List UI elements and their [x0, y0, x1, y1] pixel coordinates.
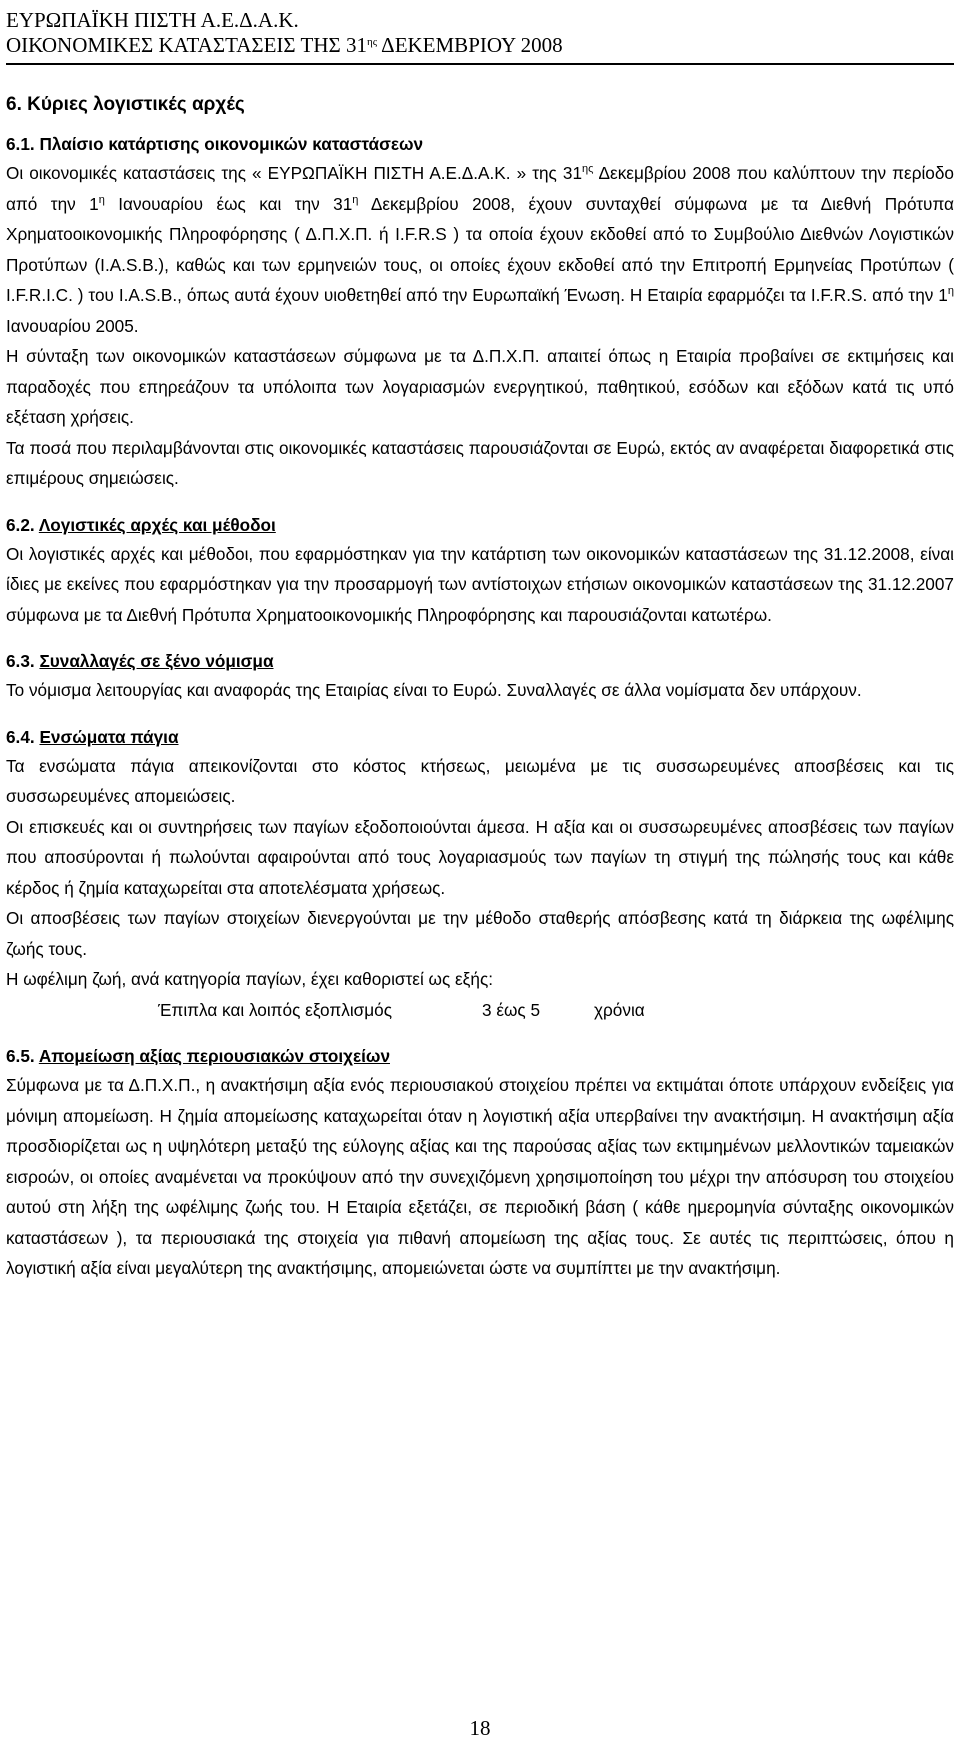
superscript: η [98, 193, 105, 206]
superscript: η [947, 285, 954, 297]
paragraph-6-1-framework [6, 158, 954, 341]
asset-category: Έπιπλα και λοιπός εξοπλισμός [158, 999, 392, 1020]
heading-number: 6.3. [6, 651, 40, 671]
header-company-name: ΕΥΡΩΠΑΪΚΗ ΠΙΣΤΗ Α.Ε.Δ.Α.Κ. [6, 8, 299, 32]
text-fragment: Ιανουαρίου 2005. [6, 315, 139, 336]
useful-life-row [6, 995, 954, 1026]
text-fragment: Ιανουαρίου έως και την 31 [104, 193, 353, 214]
text-fragment: Δεκεμβρίου 2008 που καλύπτουν την περίοδο από την 1 [6, 163, 954, 214]
paragraph-6-1-estimates: Η σύνταξη των οικονομικών καταστάσεων σύμφωνα με τα Δ.Π.Χ.Π. απαιτεί όπως η Εταιρία προβαίνει σε εκτιμήσεις και παραδοχές που επηρεάζουν τα υπόλοιπα των λογαριασμών ενεργητικού, παθητικού, εσόδων και εξόδων κατά τις υπό εξέταση χρήσεις. [6, 346, 954, 427]
heading-6-3 [6, 648, 954, 675]
heading-text: Συναλλαγές σε ξένο νόμισμα [39, 651, 274, 671]
heading-number: 6.5. [6, 1046, 39, 1066]
paragraph-6-2-policies: Οι λογιστικές αρχές και μέθοδοι, που εφαρμόστηκαν για την κατάρτιση των οικονομικών καταστάσεων της 31.12.2008, είναι ίδιες με εκείνες που εφαρμόστηκαν για την προσαρμογή των αντίστοιχων ετήσιων οικονομικών καταστάσεων της 31.12.2007 σύμφωνα με τα Διεθνή Πρότυπα Χρηματοοικονομικής Πληροφόρησης και παρουσιάζονται κατωτέρω. [6, 543, 954, 625]
header-rule [6, 63, 954, 65]
header-superscript: ης [366, 36, 378, 48]
paragraph-6-4-repairs: Οι επισκευές και οι συντηρήσεις των παγίων εξοδοποιούνται άμεσα. Η αξία και οι συσσωρευμένες αποσβέσεις των παγίων που αποσύρονται ή πωλούνται αφαιρούνται από τους λογαριασμούς των παγίων τη στιγμή της πώλησής τους και κάθε κέρδος ή ζημία καταχωρείται στα αποτελέσματα χρήσεως. [6, 816, 954, 898]
heading-6-5 [6, 1043, 954, 1070]
useful-life-unit: χρόνια [594, 999, 645, 1020]
page-number: 18 [469, 1716, 491, 1740]
paragraph-6-4-depreciation: Οι αποσβέσεις των παγίων στοιχείων διενεργούνται με την μέθοδο σταθερής απόσβεσης κατά τη διάρκεια της ωφέλιμης ζωής τους. [6, 908, 954, 959]
document-body [6, 92, 954, 1284]
superscript: ης [582, 163, 594, 175]
heading-6-2 [6, 512, 954, 539]
paragraph-6-4-useful-life: Η ωφέλιμη ζωή, ανά κατηγορία παγίων, έχει καθοριστεί ως εξής: [6, 969, 493, 989]
text-fragment: Δεκεμβρίου 2008, έχουν συνταχθεί σύμφωνα με τα Διεθνή Πρότυπα Χρηματοοικονομικής Πληροφόρησης ( Δ.Π.Χ.Π. ή I.F.R.S ) τα οποία έχουν εκδοθεί από το Συμβούλιο Διεθνών Λογιστικών Προτύπων (I.A.S.B.), καθώς και των ερμηνειών τους, οι οποίες έχουν εκδοθεί από την Επιτροπή Ερμηνείας Προτύπων ( I.F.R.I.C. ) του I.A.S.B., όπως αυτά έχουν υιοθετηθεί από την Ευρωπαϊκή Ένωση. Η Εταιρία εφαρμόζει τα I.F.R.S. από την 1 [6, 193, 954, 305]
heading-number: 6.4. [6, 726, 40, 747]
heading-text: Λογιστικές αρχές και μέθοδοι [38, 514, 276, 535]
text-fragment: Οι οικονομικές καταστάσεις της « ΕΥΡΩΠΑΪΚΗ ΠΙΣΤΗ Α.Ε.Δ.Α.Κ. » της 31 [6, 163, 583, 183]
section-title: 6. Κύριες λογιστικές αρχές [6, 94, 245, 115]
heading-6-1: 6.1. Πλαίσιο κατάρτισης οικονομικών καταστάσεων [6, 134, 424, 154]
heading-6-4 [6, 724, 954, 751]
heading-text: Ενσώματα πάγια [39, 726, 179, 747]
header-statements-title [6, 33, 563, 57]
useful-life-years: 3 έως 5 [482, 999, 541, 1020]
header-title-date: ΔΕΚΕΜΒΡΙΟΥ 2008 [377, 33, 563, 57]
paragraph-6-3-currency: Το νόμισμα λειτουργίας και αναφοράς της Εταιρίας είναι το Ευρώ. Συναλλαγές σε άλλα νομίσματα δεν υπάρχουν. [6, 680, 862, 700]
header-title-text: ΟΙΚΟΝΟΜΙΚΕΣ ΚΑΤΑΣΤΑΣΕΙΣ ΤΗΣ 31 [6, 33, 367, 57]
heading-number: 6.2. [6, 514, 39, 535]
paragraph-6-4-cost: Τα ενσώματα πάγια απεικονίζονται στο κόστος κτήσεως, μειωμένα με τις συσσωρευμένες αποσβέσεις και τις συσσωρευμένες απομειώσεις. [6, 755, 954, 806]
heading-text: Απομείωση αξίας περιουσιακών στοιχείων [38, 1046, 390, 1066]
superscript: η [352, 193, 359, 206]
paragraph-6-1-currency: Τα ποσά που περιλαμβάνονται στις οικονομικές καταστάσεις παρουσιάζονται σε Ευρώ, εκτός αν αναφέρεται διαφορετικά στις επιμέρους σημειώσεις. [6, 437, 954, 488]
paragraph-6-5-impairment: Σύμφωνα με τα Δ.Π.Χ.Π., η ανακτήσιμη αξία ενός περιουσιακού στοιχείου πρέπει να εκτιμάται όποτε υπάρχουν ενδείξεις για μόνιμη απομείωση. Η ζημία απομείωσης καταχωρείται όταν η λογιστική αξία υπερβαίνει την ανακτήσιμη. Η ανακτήσιμη αξία προσδιορίζεται ως η υψηλότερη μεταξύ της εύλογης αξίας και της παρούσας αξίας των εκτιμημένων μελλοντικών ταμειακών εισροών, οι οποίες αναμένεται να προκύψουν από την συνεχιζόμενη χρησιμοποίηση του μέχρι την απόσυρση του στοιχείου αυτού στη λήξη της ωφέλιμης ζωής του. Η Εταιρία εξετάζει, σε περιοδική βάση ( κάθε ημερομηνία σύνταξης οικονομικών καταστάσεων ), τα περιουσιακά της στοιχεία για πιθανή απομείωση της αξίας τους. Σε αυτές τις περιπτώσεις, όπου η λογιστική αξία είναι μεγαλύτερη της ανακτήσιμης, απομειώνεται ώστε να συμπίπτει με την ανακτήσιμη. [6, 1075, 954, 1278]
